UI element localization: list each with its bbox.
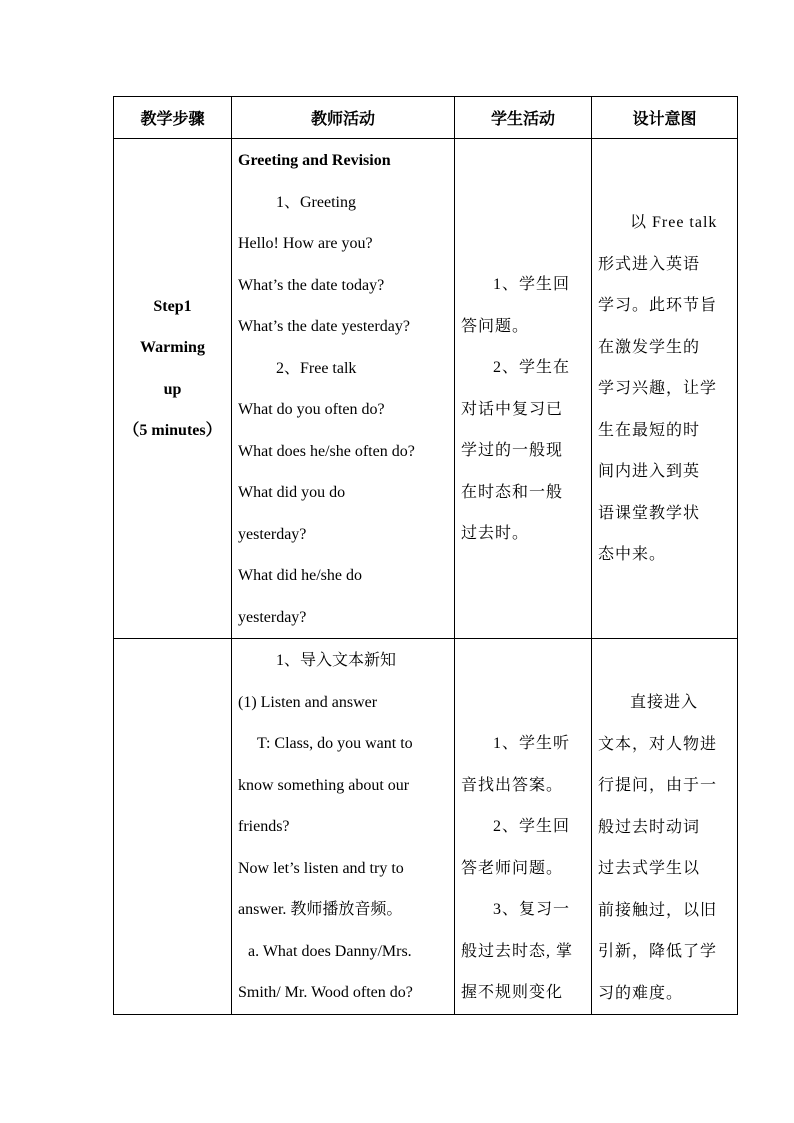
- teacher-line: Now let’s listen and try to: [238, 859, 404, 877]
- student-line: 答问题。: [461, 317, 530, 335]
- student-activity-cell: [455, 639, 592, 1015]
- header-teacher: 教师活动: [232, 97, 455, 139]
- table-row: [114, 639, 738, 1015]
- student-line: 2、学生回: [493, 818, 571, 835]
- design-line: 般过去时动词: [598, 818, 701, 836]
- design-line: 以 Free talk: [630, 214, 718, 231]
- teacher-line: 1、导入文本新知: [276, 652, 397, 669]
- student-line: 2、学生在: [493, 359, 571, 376]
- step-label: Warming: [140, 339, 205, 356]
- teacher-line: What’s the date yesterday?: [238, 318, 410, 335]
- teacher-line: What’s the date today?: [238, 276, 385, 294]
- student-line: 答老师问题。: [461, 859, 564, 877]
- student-activity-cell: [455, 139, 592, 639]
- teacher-line: What does he/she often do?: [238, 442, 415, 460]
- design-line: 语课堂教学状: [598, 504, 701, 522]
- design-line: 引新，降低了学: [598, 943, 718, 960]
- design-intent-cell: [592, 139, 738, 639]
- teacher-line: a. What does Danny/Mrs.: [248, 942, 412, 960]
- header-step: 教学步骤: [114, 97, 232, 139]
- teacher-line: (1) Listen and answer: [238, 693, 378, 711]
- student-line: 1、学生听: [493, 735, 571, 752]
- design-line: 生在最短的时: [598, 421, 701, 439]
- header-student: 学生活动: [455, 97, 592, 139]
- teacher-line: Hello! How are you?: [238, 235, 373, 252]
- teacher-line: What do you often do?: [238, 401, 385, 418]
- step-cell: [114, 139, 232, 639]
- design-line: 态中来。: [598, 546, 667, 563]
- teacher-activity-cell: [232, 139, 455, 639]
- design-line: 过去式学生以: [598, 860, 701, 877]
- student-line: 对话中复习已: [461, 400, 564, 418]
- teacher-line: answer. 教师播放音频。: [238, 901, 403, 918]
- student-line: 过去时。: [461, 525, 530, 542]
- design-line: 前接触过，以旧: [598, 901, 718, 919]
- teacher-line: yesterday?: [238, 525, 307, 543]
- teacher-activity-cell: [232, 639, 455, 1015]
- design-line: 学习兴趣，让学: [598, 380, 718, 397]
- header-row: [114, 97, 738, 139]
- design-line: 文本，对人物进: [598, 735, 718, 753]
- teacher-line: 2、Free talk: [276, 359, 357, 377]
- teacher-line: What did he/she do: [238, 567, 362, 584]
- design-line: 直接进入: [630, 694, 699, 711]
- design-intent-cell: [592, 639, 738, 1015]
- step-label: Step1: [153, 297, 192, 315]
- step-cell: [114, 639, 232, 1015]
- student-line: 在时态和一般: [461, 483, 564, 501]
- student-line: 学过的一般现: [461, 442, 564, 459]
- design-line: 在激发学生的: [598, 338, 701, 356]
- design-line: 学习。此环节旨: [598, 297, 718, 314]
- section-heading: Greeting and Revision: [238, 152, 391, 169]
- student-line: 3、复习一: [493, 901, 571, 918]
- student-line: 音找出答案。: [461, 776, 564, 794]
- teacher-line: know something about our: [238, 776, 410, 794]
- teacher-line: friends?: [238, 818, 290, 835]
- teacher-line: 1、Greeting: [276, 193, 356, 211]
- student-line: 握不规则变化: [461, 984, 564, 1001]
- teacher-line: Smith/ Mr. Wood often do?: [238, 984, 413, 1001]
- step-label: up: [163, 380, 182, 398]
- teacher-line: T: Class, do you want to: [257, 735, 413, 752]
- student-line: 1、学生回: [493, 276, 571, 293]
- design-line: 形式进入英语: [598, 255, 701, 273]
- step-label: （5 minutes）: [123, 422, 222, 439]
- teacher-line: yesterday?: [238, 608, 307, 626]
- lesson-plan-table: [113, 96, 738, 1015]
- design-line: 间内进入到英: [598, 463, 701, 480]
- table-row: [114, 139, 738, 639]
- student-line: 般过去时态, 掌: [461, 942, 574, 960]
- header-design: 设计意图: [592, 97, 738, 139]
- teacher-line: What did you do: [238, 484, 346, 501]
- design-line: 习的难度。: [598, 984, 684, 1002]
- design-line: 行提问，由于一: [598, 777, 718, 794]
